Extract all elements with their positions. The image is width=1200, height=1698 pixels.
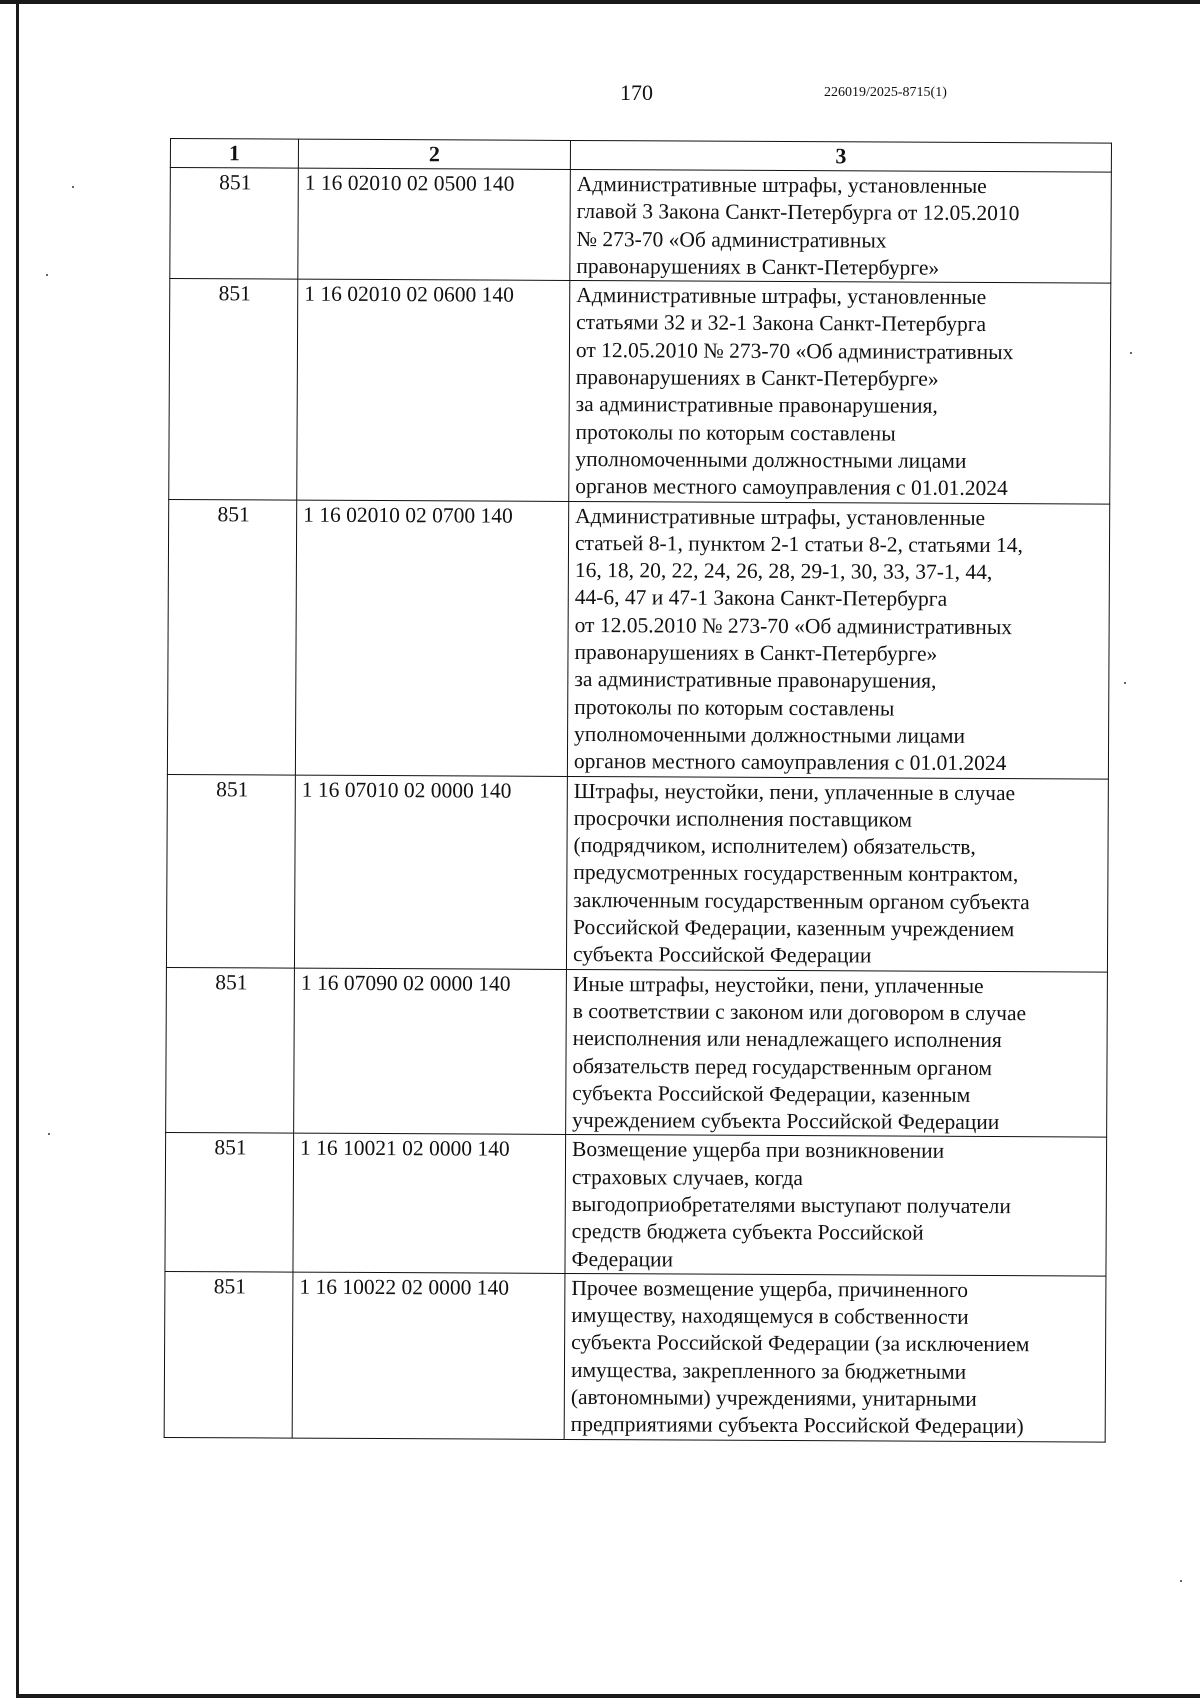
- scan-speck: [1180, 1580, 1182, 1582]
- revenue-code-cell: 1 16 10021 02 0000 140: [293, 1134, 566, 1274]
- table-row: [164, 1271, 1106, 1441]
- revenue-code-table: [164, 138, 1112, 1442]
- scan-border-bottom: [16, 1694, 1200, 1698]
- description-cell: Возмещение ущерба при возникновении страховых случаев, когда выгодоприобретателями выступают получатели средств бюджета субъекта Российской Федерации: [565, 1135, 1107, 1276]
- description-cell: Иные штрафы, неустойки, пени, уплаченные в соответствии с законом или договором в случае неисполнения или ненадлежащего исполнения обязательств перед государственным органом субъекта Российской Федерации, казенным учреждением субъекта Российской Федерации: [566, 969, 1108, 1137]
- revenue-code-cell: 1 16 02010 02 0600 140: [297, 279, 570, 501]
- document-id: 226019/2025-8715(1): [824, 85, 947, 100]
- table-row: [167, 499, 1109, 779]
- scan-border-left: [16, 0, 19, 1698]
- table-row: [165, 1133, 1107, 1276]
- column-header-2: 2: [298, 139, 570, 169]
- revenue-code-cell: 1 16 02010 02 0500 140: [298, 168, 571, 281]
- description-cell: Административные штрафы, установленные статьями 32 и 32-1 Закона Санкт-Петербурга от 12.05.2010 № 273-70 «Об административных правонарушениях в Санкт-Петербурге» за административные правонарушения, протоколы по которым составлены уполномоченными должностными лицами органов местного самоуправления с 01.01.2024: [569, 281, 1111, 504]
- scan-speck: [1124, 682, 1126, 684]
- scan-border-top: [0, 0, 1200, 4]
- admin-code-cell: 851: [166, 774, 295, 968]
- admin-code-cell: 851: [164, 1271, 293, 1437]
- table-header-row: [170, 139, 1111, 173]
- admin-code-cell: 851: [167, 499, 296, 775]
- page-number: 170: [620, 80, 653, 105]
- table-row: [169, 279, 1111, 504]
- revenue-code-cell: 1 16 02010 02 0700 140: [295, 500, 568, 776]
- description-cell: Прочее возмещение ущерба, причиненного имуществу, находящемуся в собственности субъекта Российской Федерации (за исключением имущества, закрепленного за бюджетными (автономными) учреждениями, унитарными предприятиями субъекта Российской Федерации): [564, 1273, 1106, 1441]
- scan-speck: [72, 186, 74, 188]
- revenue-code-cell: 1 16 10022 02 0000 140: [292, 1272, 565, 1439]
- revenue-code-cell: 1 16 07090 02 0000 140: [294, 968, 567, 1135]
- table-row: [166, 774, 1108, 972]
- admin-code-cell: 851: [169, 279, 298, 500]
- admin-code-cell: 851: [170, 168, 299, 280]
- scan-speck: [48, 1133, 50, 1135]
- admin-code-cell: 851: [165, 1133, 294, 1272]
- column-header-3: 3: [570, 140, 1111, 172]
- description-cell: Административные штрафы, установленные главой 3 Закона Санкт-Петербурга от 12.05.2010 № 273-70 «Об административных правонарушениях в Санкт-Петербурге»: [570, 169, 1112, 283]
- scan-speck: [1130, 352, 1132, 354]
- revenue-code-cell: 1 16 07010 02 0000 140: [294, 775, 567, 969]
- admin-code-cell: 851: [166, 967, 295, 1133]
- column-header-1: 1: [170, 139, 298, 169]
- description-cell: Штрафы, неустойки, пени, уплаченные в случае просрочки исполнения поставщиком (подрядчиком, исполнителем) обязательств, предусмотренных государственным контрактом, заключенным государственным органом субъекта Российской Федерации, казенным учреждением субъекта Российской Федерации: [566, 776, 1108, 972]
- table-row: [170, 168, 1112, 284]
- table-row: [166, 967, 1108, 1137]
- scan-speck: [46, 274, 48, 276]
- description-cell: Административные штрафы, установленные статьей 8-1, пунктом 2-1 статьи 8-2, статьями 14, 16, 18, 20, 22, 24, 26, 28, 29-1, 30, 33, 37-1, 44, 44-6, 47 и 47-1 Закона Санкт-Петербурга от 12.05.2010 № 273-70 «Об административных правонарушениях в Санкт-Петербурге» за административные правонарушения, протоколы по которым составлены уполномоченными должностными лицами органов местного самоуправления с 01.01.2024: [567, 501, 1109, 779]
